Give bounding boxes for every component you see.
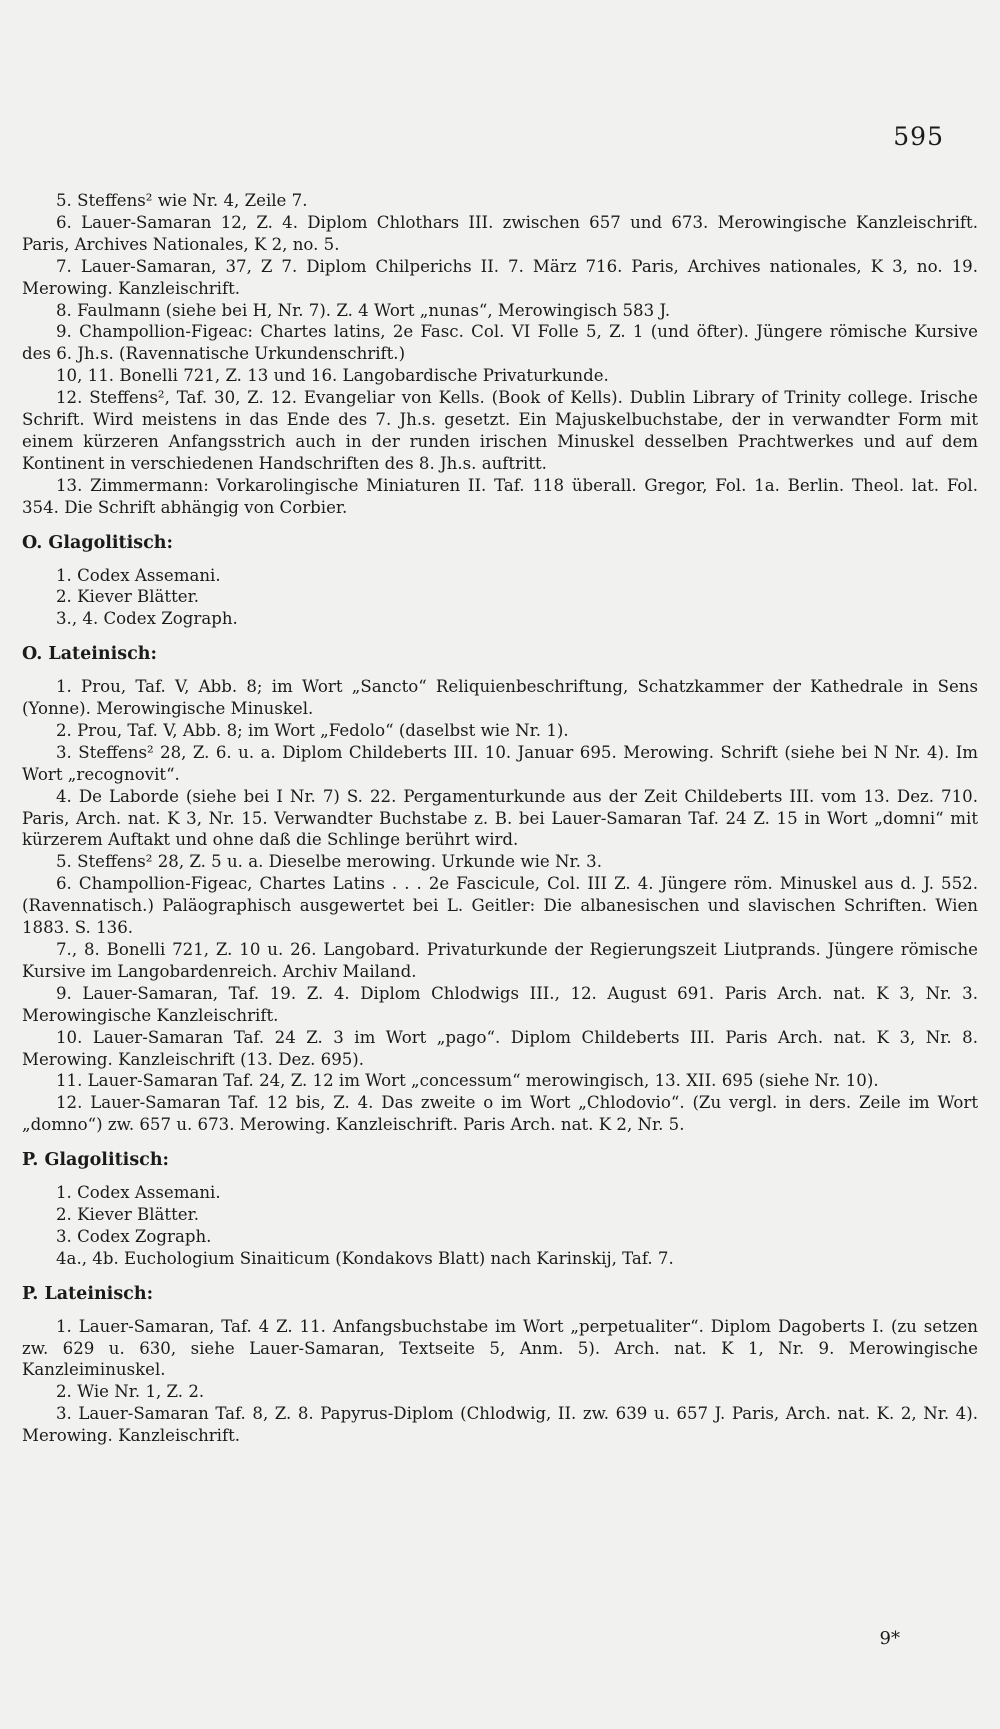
list-item: 4. De Laborde (siehe bei I Nr. 7) S. 22. Pergamenturkunde aus der Zeit Childeberts III. vom 13. Dez. 710. Paris, Arch. nat. K 3, Nr. 15. Verwandter Buchstabe z. B. bei Lauer-Samaran Taf. 24 Z. 15 in Wort „domni“ mit kürzerem Auftakt und ohne daß die Schlinge berührt wird. [22,786,978,850]
list-item: 8. Faulmann (siehe bei H, Nr. 7). Z. 4 Wort „nunas“, Merowingisch 583 J. [56,300,671,320]
list-item: 1. Codex Assemani. [56,565,221,585]
list-item: 6. Champollion-Figeac, Chartes Latins . . . 2e Fascicule, Col. III Z. 4. Jüngere röm. Minuskel aus d. J. 552. (Ravennatisch.) Paläographisch ausgewertet bei L. Geitler: Die albanesischen und slavischen Schriften. Wien 1883. S. 136. [22,874,978,938]
list-item: 2. Prou, Taf. V, Abb. 8; im Wort „Fedolo“ (daselbst wie Nr. 1). [56,720,569,740]
section-heading [22,1150,978,1172]
list-item: 10. Lauer-Samaran Taf. 24 Z. 3 im Wort „pago“. Diplom Childeberts III. Paris Arch. nat. K 3, Nr. 8. Merowing. Kanzleischrift (13. Dez. 695). [22,1027,978,1069]
section-letter: P. [22,1283,39,1304]
list-item: 10, 11. Bonelli 721, Z. 13 und 16. Langobardische Privaturkunde. [56,366,609,386]
list-item: 12. Lauer-Samaran Taf. 12 bis, Z. 4. Das zweite o im Wort „Chlodovio“. (Zu vergl. in ders. Zeile im Wort „domno“) zw. 657 u. 673. Merowing. Kanzleischrift. Paris Arch. nat. K 2, Nr. 5. [22,1093,978,1135]
list-item: 7. Lauer-Samaran, 37, Z 7. Diplom Chilperichs II. 7. März 716. Paris, Archives nationales, K 3, no. 19. Merowing. Kanzleischrift. [22,256,978,298]
list-item: 5. Steffens² wie Nr. 4, Zeile 7. [56,191,308,210]
entry-group-p-glagolitic [22,1182,978,1270]
section-letter: O. [22,532,43,553]
list-item: 12. Steffens², Taf. 30, Z. 12. Evangeliar von Kells. (Book of Kells). Dublin Library of Trinity college. Irische Schrift. Wird meistens in das Ende des 7. Jh.s. gesetzt. Ein Majuskelbuchstabe, der in verwandter Form mit einem kürzeren Anfangsstrich auch in der runden irischen Minuskel desselben Prachtwerkes und auf dem Kontinent in verschiedenen Handschriften des 8. Jh.s. auftritt. [22,388,978,473]
section-letter: O. [22,644,43,665]
list-item: 9. Champollion-Figeac: Chartes latins, 2e Fasc. Col. VI Folle 5, Z. 1 (und öfter). Jüngere römische Kursive des 6. Jh.s. (Ravennatische Urkundenschrift.) [22,322,978,364]
section-label: Lateinisch: [44,1283,154,1304]
entry-group-n-continued [22,190,978,519]
list-item: 5. Steffens² 28, Z. 5 u. a. Dieselbe merowing. Urkunde wie Nr. 3. [56,852,602,872]
entry-group-p-latin [22,1316,978,1447]
section-heading [22,1284,978,1306]
document-body [22,190,978,1447]
section-label: Glagolitisch: [44,1150,170,1171]
list-item: 7., 8. Bonelli 721, Z. 10 u. 26. Langobard. Privaturkunde der Regierungszeit Liutprands. Jüngere römische Kursive im Langobardenreich. Archiv Mailand. [22,940,978,981]
list-item: 6. Lauer-Samaran 12, Z. 4. Diplom Chlothars III. zwischen 657 und 673. Merowingische Kanzleischrift. Paris, Archives Nationales, K 2, no. 5. [22,212,978,254]
signature-mark: 9* [879,1628,900,1649]
list-item: 1. Prou, Taf. V, Abb. 8; im Wort „Sancto“ Reliquienbeschriftung, Schatzkammer der Kathedrale in Sens (Yonne). Merowingische Minuskel. [22,677,978,719]
list-item: 9. Lauer-Samaran, Taf. 19. Z. 4. Diplom Chlodwigs III., 12. August 691. Paris Arch. nat. K 3, Nr. 3. Merowingische Kanzleischrift. [22,983,978,1025]
section-letter: P. [22,1150,39,1171]
section-label: Lateinisch: [48,644,157,665]
list-item: 3. Codex Zograph. [56,1226,212,1246]
list-item: 3. Steffens² 28, Z. 6. u. a. Diplom Childeberts III. 10. Januar 695. Merowing. Schrift (siehe bei N Nr. 4). Im Wort „recognovit“. [22,742,978,784]
entry-group-o-latin [22,676,978,1136]
list-item: 2. Wie Nr. 1, Z. 2. [56,1382,205,1402]
list-item: 1. Lauer-Samaran, Taf. 4 Z. 11. Anfangsbuchstabe im Wort „perpetualiter“. Diplom Dagoberts I. (zu setzen zw. 629 u. 630, siehe Lauer-Samaran, Textseite 5, Anm. 5). Arch. nat. K 1, Nr. 9. Merowingische Kanzleiminuskel. [22,1316,978,1380]
list-item: 2. Kiever Blätter. [56,587,199,607]
entry-group-o-glagolitic [22,565,978,631]
list-item: 11. Lauer-Samaran Taf. 24, Z. 12 im Wort „concessum“ merowingisch, 13. XII. 695 (siehe Nr. 10). [56,1071,879,1091]
list-item: 3. Lauer-Samaran Taf. 8, Z. 8. Papyrus-Diplom (Chlodwig, II. zw. 639 u. 657 J. Paris, Arch. nat. K. 2, Nr. 4). Merowing. Kanzleischrift. [22,1404,978,1446]
section-heading [22,644,978,666]
list-item: 2. Kiever Blätter. [56,1204,199,1224]
section-label: Glagolitisch: [48,532,173,553]
list-item: 13. Zimmermann: Vorkarolingische Miniaturen II. Taf. 118 überall. Gregor, Fol. 1a. Berlin. Theol. lat. Fol. 354. Die Schrift abhängig von Corbier. [22,475,978,517]
list-item: 4a., 4b. Euchologium Sinaiticum (Kondakovs Blatt) nach Karinskij, Taf. 7. [56,1248,674,1268]
list-item: 1. Codex Assemani. [56,1183,221,1203]
page-number: 595 [893,122,944,151]
section-heading [22,533,978,555]
list-item: 3., 4. Codex Zograph. [56,609,238,629]
